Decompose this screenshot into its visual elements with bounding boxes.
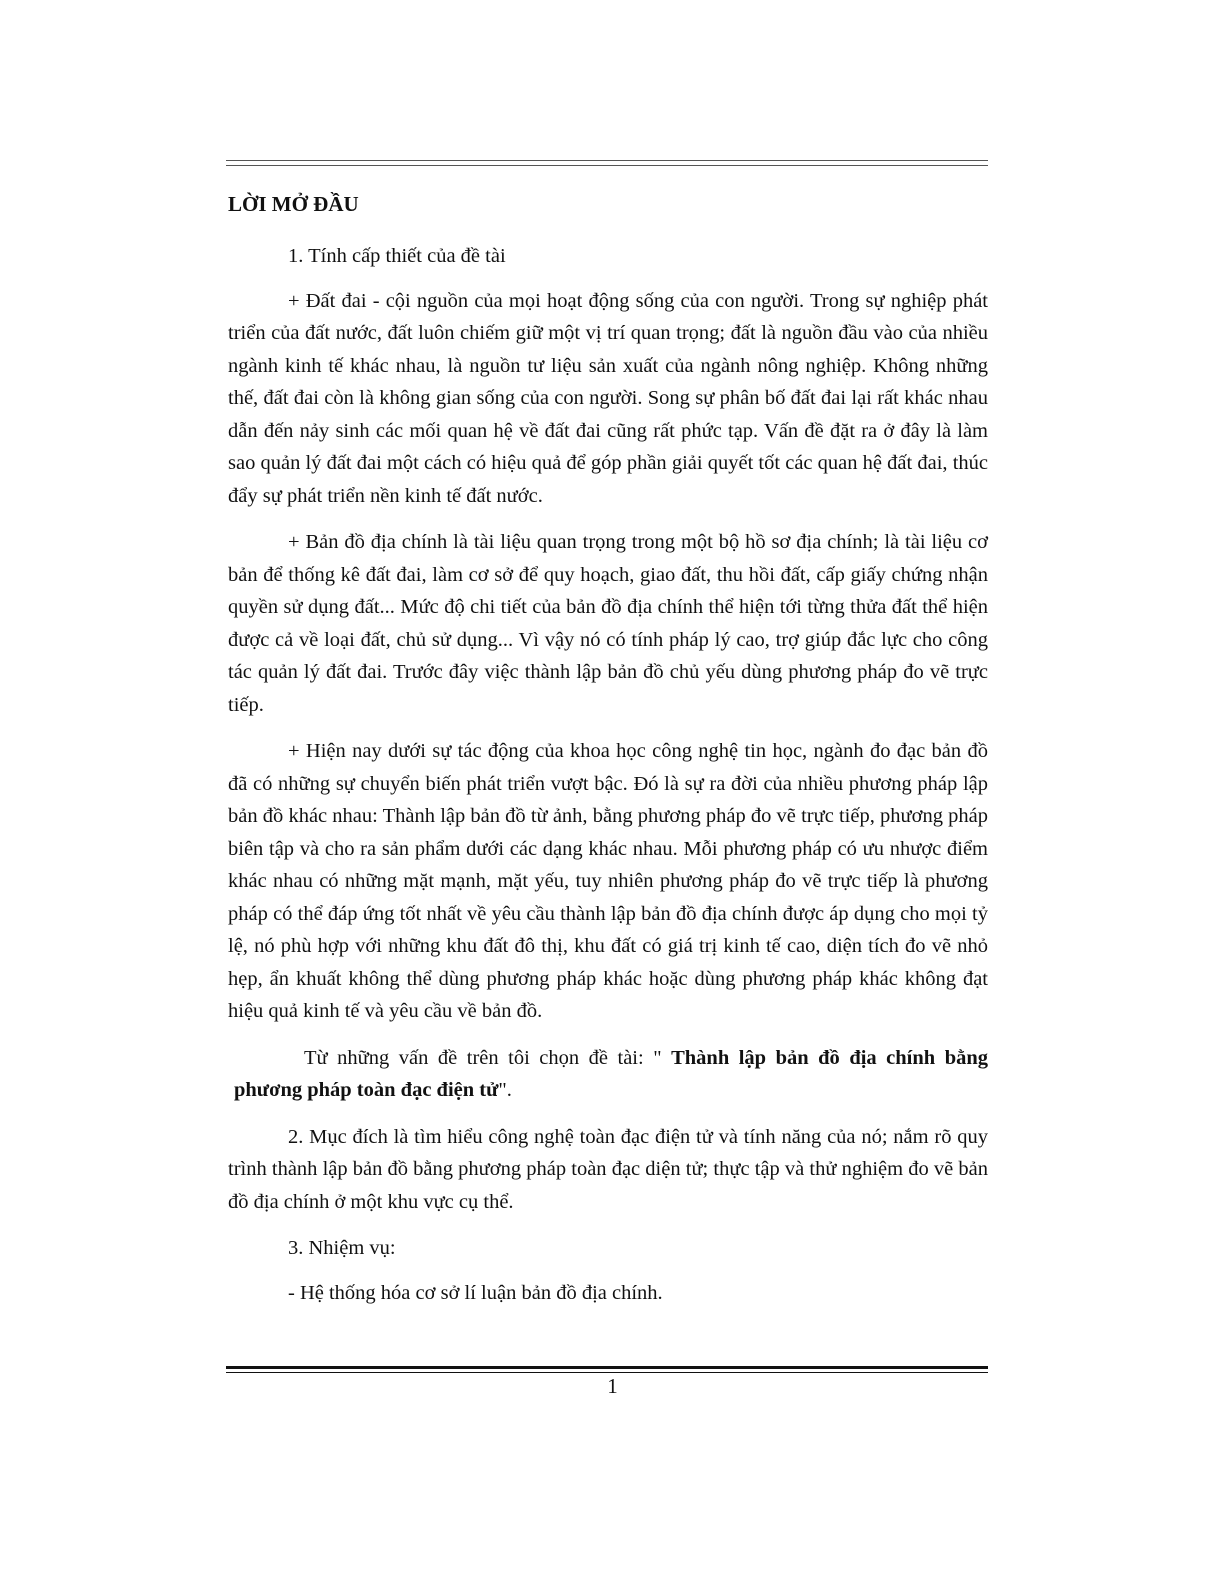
task-item-1: - Hệ thống hóa cơ sở lí luận bản đồ địa chính. <box>288 1281 663 1304</box>
paragraph-4-prefix: Từ những vấn đề trên tôi chọn đề tài: " <box>304 1046 672 1069</box>
thesis-title: Thành lập bản đồ địa chính bằng phương pháp toàn đạc điện tử <box>234 1046 988 1101</box>
paragraph-4 <box>228 1042 988 1107</box>
section-1-title: 1. Tính cấp thiết của đề tài <box>288 245 506 267</box>
page-heading: LỜI MỞ ĐẦU <box>228 192 359 216</box>
paragraph-1: + Đất đai - cội nguồn của mọi hoạt động sống của con người. Trong sự nghiệp phát triển của đất nước, đất luôn chiếm giữ một vị trí quan trọng; đất là nguồn đầu vào của nhiều ngành kinh tế khác nhau, là nguồn tư liệu sản xuất của ngành nông nghiệp. Không những thế, đất đai còn là không gian sống của con người. Song sự phân bố đất đai lại rất khác nhau dẫn đến nảy sinh các mối quan hệ về đất đai cũng rất phức tạp. Vấn đề đặt ra ở đây là làm sao quản lý đất đai một cách có hiệu quả để góp phần giải quyết tốt các quan hệ đất đai, thúc đẩy sự phát triển nền kinh tế đất nước. <box>228 289 988 507</box>
paragraph-4-suffix: ". <box>498 1079 512 1101</box>
footer-rule <box>226 1366 988 1373</box>
header-rule <box>226 160 988 166</box>
paragraph-5: 2. Mục đích là tìm hiểu công nghệ toàn đạc điện tử và tính năng của nó; nắm rõ quy trình thành lập bản đồ bằng phương pháp toàn đạc diện tử; thực tập và thử nghiệm đo vẽ bản đồ địa chính ở một khu vực cụ thể. <box>228 1125 988 1213</box>
page-number: 1 <box>607 1374 618 1398</box>
section-3-title: 3. Nhiệm vụ: <box>288 1237 396 1259</box>
paragraph-2: + Bản đồ địa chính là tài liệu quan trọng trong một bộ hồ sơ địa chính; là tài liệu cơ bản để thống kê đất đai, làm cơ sở để quy hoạch, giao đất, thu hồi đất, cấp giấy chứng nhận quyền sử dụng đất... Mức độ chi tiết của bản đồ địa chính thể hiện tới từng thửa đất thể hiện được cả về loại đất, chủ sử dụng... Vì vậy nó có tính pháp lý cao, trợ giúp đắc lực cho công tác quản lý đất đai. Trước đây việc thành lập bản đồ chủ yếu dùng phương pháp đo vẽ trực tiếp. <box>228 531 988 716</box>
document-body <box>228 184 988 1323</box>
paragraph-3: + Hiện nay dưới sự tác động của khoa học công nghệ tin học, ngành đo đạc bản đồ đã có những sự chuyển biến phát triển vượt bậc. Đó là sự ra đời của nhiều phương pháp lập bản đồ khác nhau: Thành lập bản đồ từ ảnh, bằng phương pháp đo vẽ trực tiếp, phương pháp biên tập và cho ra sản phẩm dưới các dạng khác nhau. Mỗi phương pháp có ưu nhược điểm khác nhau có những mặt mạnh, mặt yếu, tuy nhiên phương pháp đo vẽ trực tiếp là phương pháp có thể đáp ứng tốt nhất về yêu cầu thành lập bản đồ địa chính được áp dụng cho mọi tỷ lệ, nó phù hợp với những khu đất đô thị, khu đất có giá trị kinh tế cao, diện tích đo vẽ nhỏ hẹp, ẩn khuất không thể dùng phương pháp khác hoặc dùng phương pháp khác không đạt hiệu quả kinh tế và yêu cầu về bản đồ. <box>228 740 988 1022</box>
